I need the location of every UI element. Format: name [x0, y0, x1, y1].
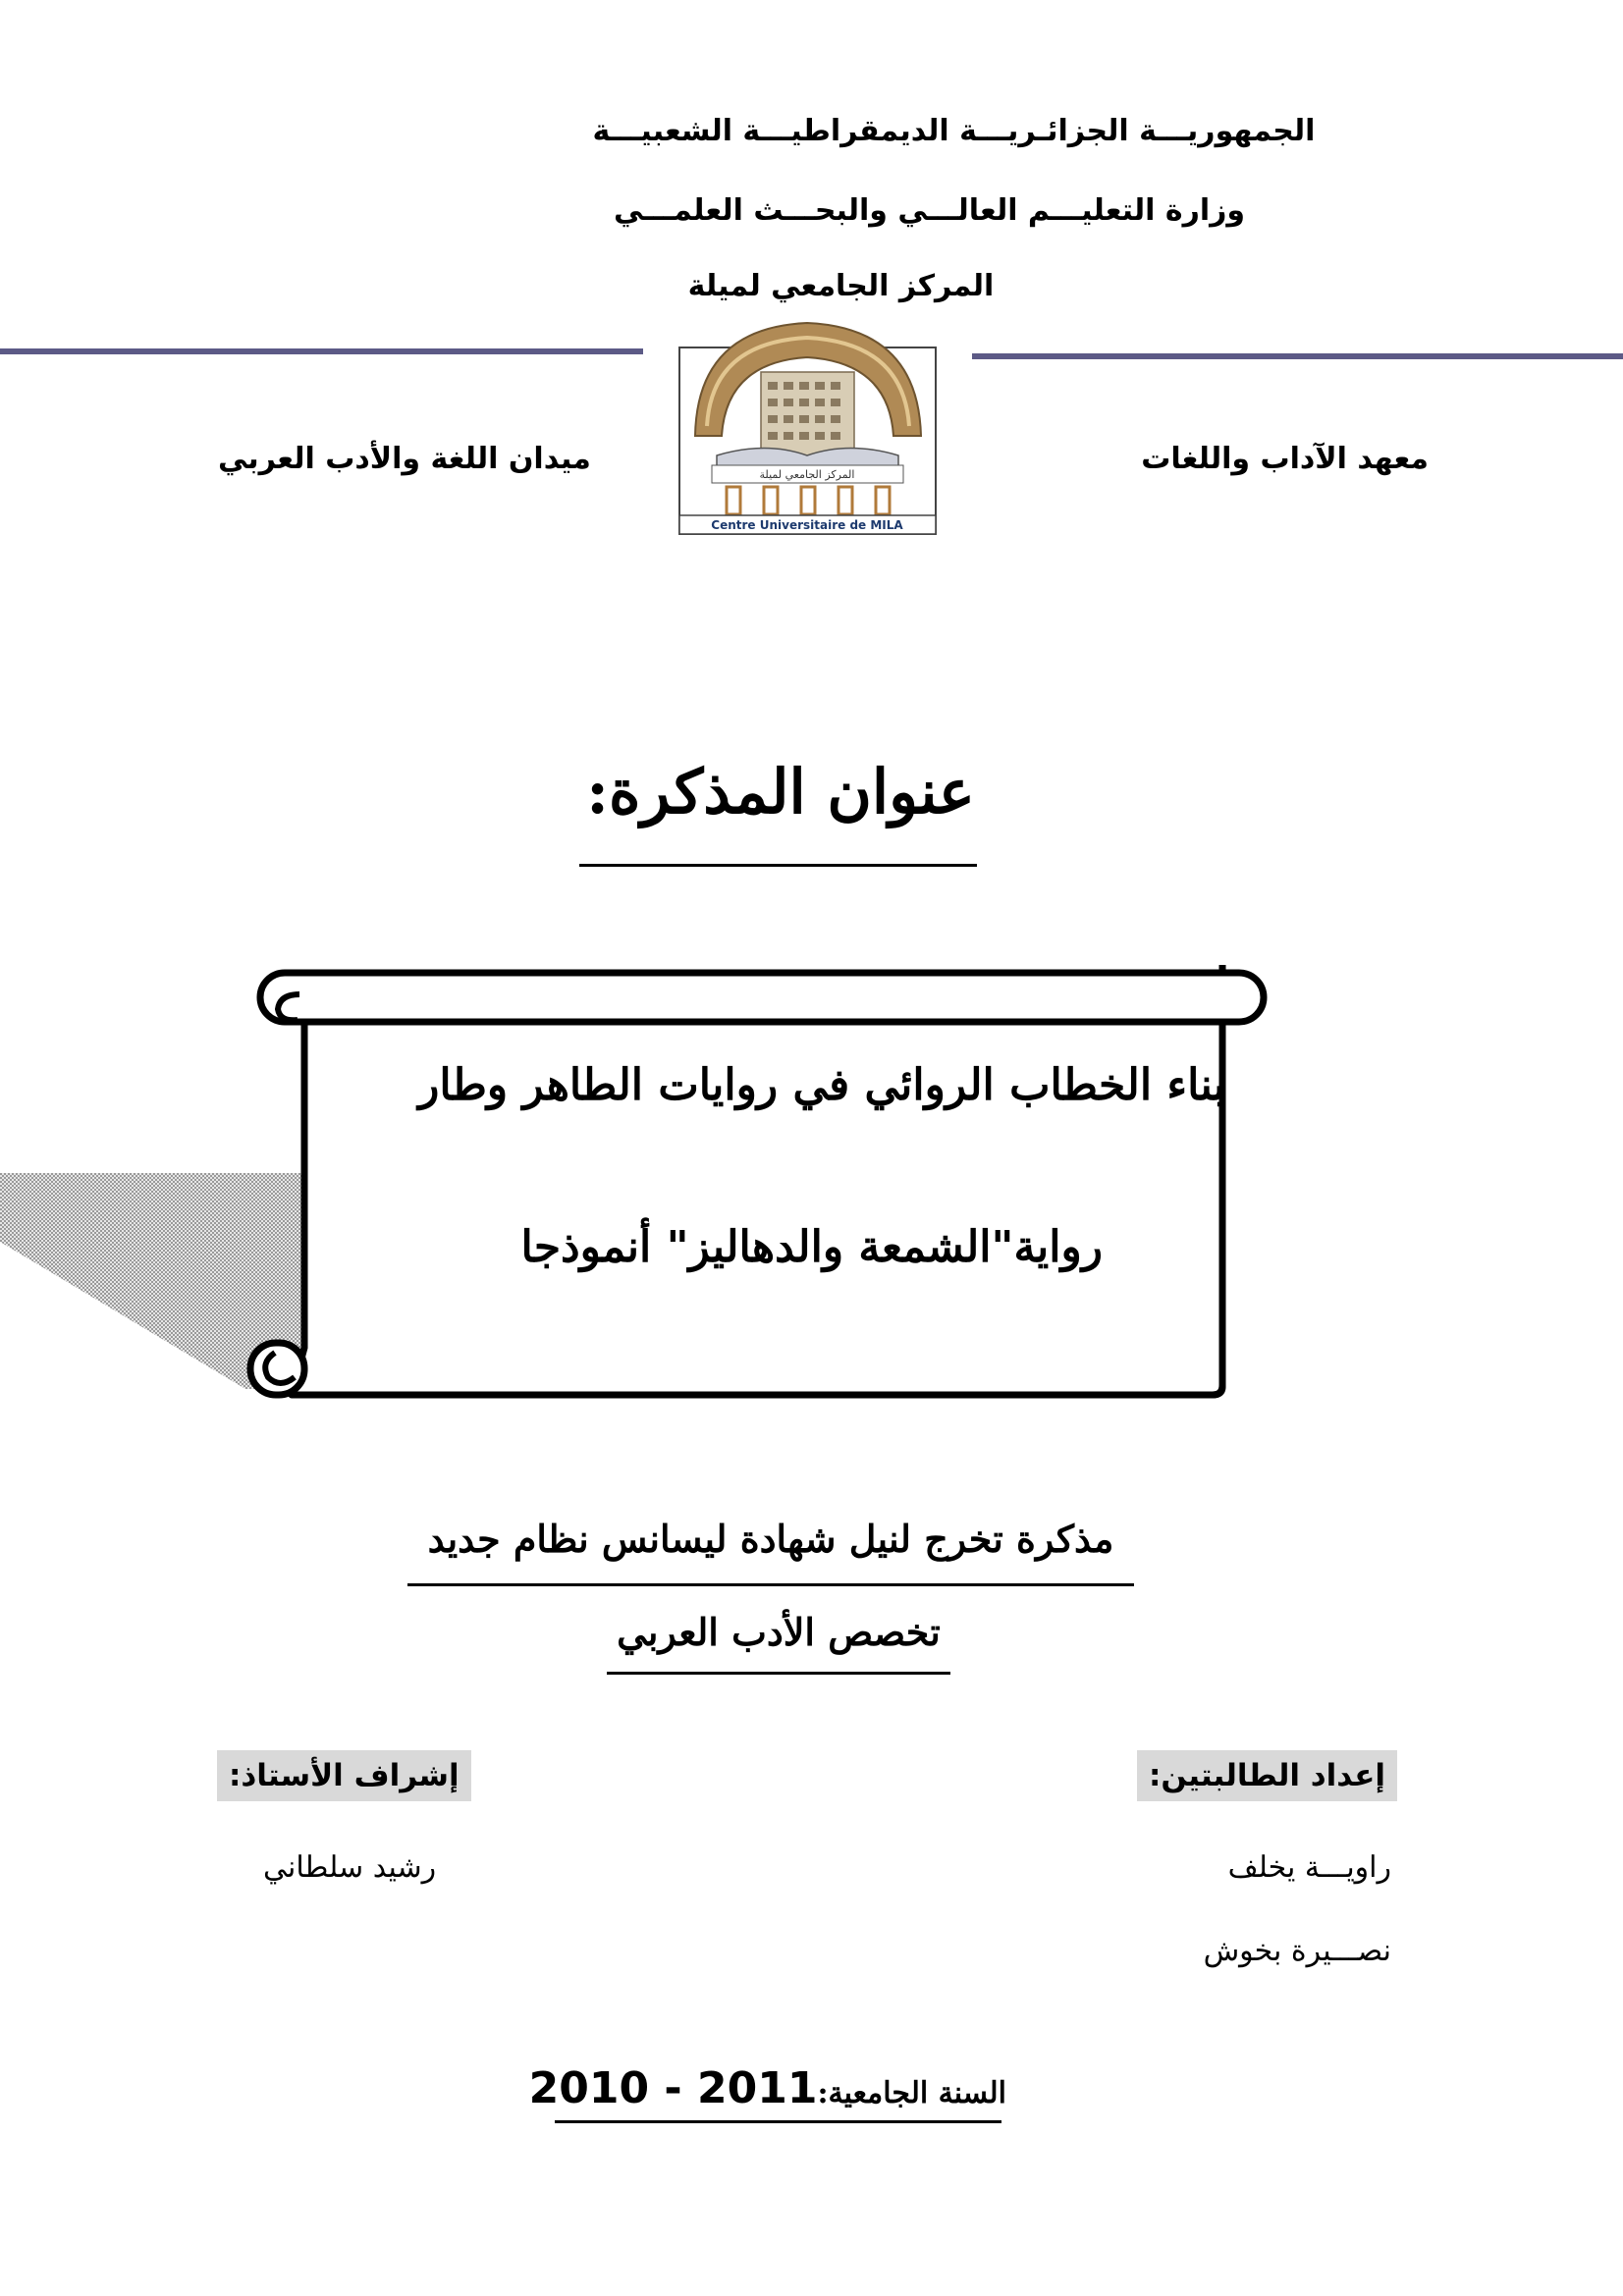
- right-rule: [972, 353, 1623, 359]
- memoir-title-line1: بناء الخطاب الروائي في روايات الطاهر وطار: [418, 1060, 1225, 1110]
- university-logo: [677, 318, 938, 536]
- republic-title: الجمهوريـــة الجزائـريـــة الديمقراطيـــة الشعبيـــة: [592, 114, 1316, 148]
- center-title: المركز الجامعي لميلة: [687, 269, 995, 303]
- ministry-title: وزارة التعليـــم العالـــي والبحـــث العلمـــي: [613, 193, 1246, 228]
- academic-year-underline: [555, 2120, 1001, 2123]
- logo-inner-text: المركز الجامعي لميلة: [759, 468, 855, 481]
- degree-underline: [407, 1583, 1134, 1586]
- degree-line: مذكرة تخرج لنيل شهادة ليسانس نظام جديد: [427, 1517, 1114, 1561]
- supervisor-name: رشيد سلطاني: [263, 1850, 437, 1885]
- logo-emblem: [677, 318, 938, 536]
- academic-year-value: 2010 - 2011: [528, 2063, 818, 2113]
- supervisor-label: إشراف الأستاذ:: [217, 1750, 471, 1801]
- specialty-underline: [607, 1672, 950, 1675]
- student-name-1: راويـــة يخلف: [1227, 1850, 1391, 1885]
- specialty-line: تخصص الأدب العربي: [617, 1610, 941, 1654]
- student-name-2: نصـــيرة بخوش: [1203, 1934, 1391, 1968]
- field-name: ميدان اللغة والأدب العربي: [218, 442, 591, 476]
- institute-name: معهد الآداب واللغات: [1141, 442, 1429, 476]
- academic-year-label: السنة الجامعية:: [817, 2076, 1006, 2110]
- students-label: إعداد الطالبتين:: [1137, 1750, 1397, 1801]
- memoir-heading: عنوان المذكرة:: [586, 756, 975, 828]
- memoir-title-line2: رواية"الشمعة والدهاليز" أنموذجا: [520, 1222, 1103, 1272]
- title-scroll: [241, 965, 1271, 1402]
- academic-year: [528, 2063, 1006, 2122]
- left-rule: [0, 348, 643, 354]
- memoir-heading-underline: [579, 864, 977, 867]
- logo-caption: Centre Universitaire de MILA: [711, 518, 903, 532]
